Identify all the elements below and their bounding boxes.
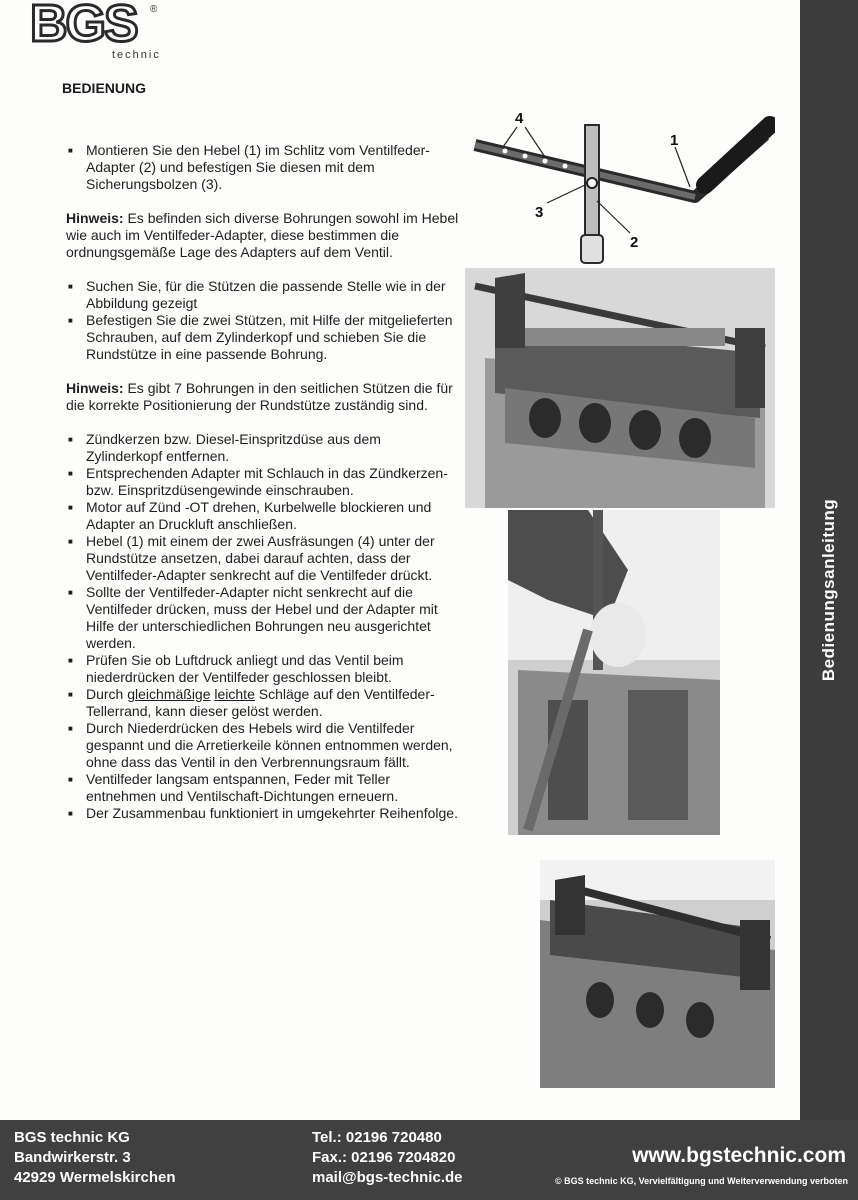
city: 42929 Wermelskirchen bbox=[14, 1169, 176, 1186]
logo-wordmark: BGS bbox=[30, 0, 137, 53]
section-heading: BEDIENUNG bbox=[62, 80, 147, 96]
underlined-word: leichte bbox=[214, 686, 255, 702]
note-label: Hinweis: bbox=[66, 380, 124, 396]
mounted-tool-photo bbox=[540, 860, 775, 1088]
note-label: Hinweis: bbox=[66, 210, 124, 226]
list-item: ■ Befestigen Sie die zwei Stützen, mit Hilfe der mitgelieferten Schrauben, auf dem Zylinderkopf und schieben Sie die Rundstütze in eine passende Bohrung. bbox=[66, 312, 461, 363]
label-4: 4 bbox=[515, 110, 524, 127]
side-banner-title: Bedienungsanleitung bbox=[819, 498, 838, 682]
company-name: BGS technic KG bbox=[14, 1129, 130, 1146]
list-item bbox=[66, 686, 461, 720]
text-run: Schläge auf den Ventilfeder-Tellerrand, kann dieser gelöst werden. bbox=[86, 686, 435, 719]
list-item: ■ Suchen Sie, für die Stützen die passende Stelle wie in der Abbildung gezeigt bbox=[66, 278, 461, 312]
list-item: ■ Hebel (1) mit einem der zwei Ausfräsungen (4) unter der Rundstütze ansetzen, dabei darauf achten, dass der Ventilfeder-Adapter senkrecht auf die Ventilfeder drückt. bbox=[66, 533, 461, 584]
note-2 bbox=[66, 380, 461, 414]
list-item: ■ Montieren Sie den Hebel (1) im Schlitz vom Ventilfeder-Adapter (2) und befestigen Sie diesen mit dem Sicherungsbolzen (3). bbox=[66, 142, 461, 193]
label-3: 3 bbox=[535, 204, 544, 221]
note-text: Es gibt 7 Bohrungen in den seitlichen Stützen die für die korrekte Positionierung der Rundstütze zuständig sind. bbox=[66, 380, 453, 413]
list-item: ■ Motor auf Zünd -OT drehen, Kurbelwelle blockieren und Adapter an Druckluft anschließen. bbox=[66, 499, 461, 533]
website-link[interactable]: www.bgstechnic.com bbox=[632, 1144, 846, 1167]
list-item: ■ Durch Niederdrücken des Hebels wird die Ventilfeder gespannt und die Arretierkeile können entnommen werden, ohne dass das Ventil in den Verbrennungsraum fällt. bbox=[66, 720, 461, 771]
street: Bandwirkerstr. 3 bbox=[14, 1149, 131, 1166]
email-link[interactable]: mail@bgs-technic.de bbox=[312, 1169, 463, 1186]
list-item: ■ Der Zusammenbau funktioniert in umgekehrter Reihenfolge. bbox=[66, 805, 461, 822]
underlined-word: gleichmäßige bbox=[127, 686, 211, 702]
cylinder-head-photo bbox=[465, 268, 775, 508]
list-item: ■ Sollte der Ventilfeder-Adapter nicht senkrecht auf die Ventilfeder drücken, muss der Hebel und der Adapter mit Hilfe der unterschiedlichen Bohrungen neu ausgerichtet werden. bbox=[66, 584, 461, 652]
copyright: © BGS technic KG, Vervielfältigung und Weiterverwendung verboten bbox=[554, 1176, 848, 1186]
phone: Tel.: 02196 720480 bbox=[312, 1129, 442, 1146]
list-item: ■ Entsprechenden Adapter mit Schlauch in das Zündkerzen- bzw. Einspritzdüsengewinde einschrauben. bbox=[66, 465, 461, 499]
steps-list-2 bbox=[66, 278, 461, 363]
tool-diagram bbox=[465, 105, 775, 270]
label-1: 1 bbox=[670, 132, 679, 149]
logo-subtitle: technic bbox=[112, 49, 161, 61]
lever-usage-photo bbox=[508, 510, 720, 835]
fax: Fax.: 02196 7204820 bbox=[312, 1149, 456, 1166]
label-2: 2 bbox=[630, 234, 639, 251]
instruction-text bbox=[66, 142, 461, 822]
note-1 bbox=[66, 210, 461, 261]
list-item: ■ Zündkerzen bzw. Diesel-Einspritzdüse aus dem Zylinderkopf entfernen. bbox=[66, 431, 461, 465]
footer-contact bbox=[312, 1128, 463, 1188]
footer-address bbox=[14, 1128, 176, 1188]
text-run: Durch bbox=[86, 686, 128, 702]
list-item: ■ Prüfen Sie ob Luftdruck anliegt und das Ventil beim niederdrücken der Ventilfeder geschlossen bleibt. bbox=[66, 652, 461, 686]
steps-list-3 bbox=[66, 431, 461, 822]
steps-list-1 bbox=[66, 142, 461, 193]
list-item: ■ Ventilfeder langsam entspannen, Feder mit Teller entnehmen und Ventilschaft-Dichtungen erneuern. bbox=[66, 771, 461, 805]
note-text: Es befinden sich diverse Bohrungen sowohl im Hebel wie auch im Ventilfeder-Adapter, diese bestimmen die ordnungsgemäße Lage des Adapters auf dem Ventil. bbox=[66, 210, 459, 260]
footer bbox=[0, 1120, 858, 1200]
logo-registered-mark: ® bbox=[150, 4, 158, 15]
bgs-logo bbox=[30, 0, 161, 64]
